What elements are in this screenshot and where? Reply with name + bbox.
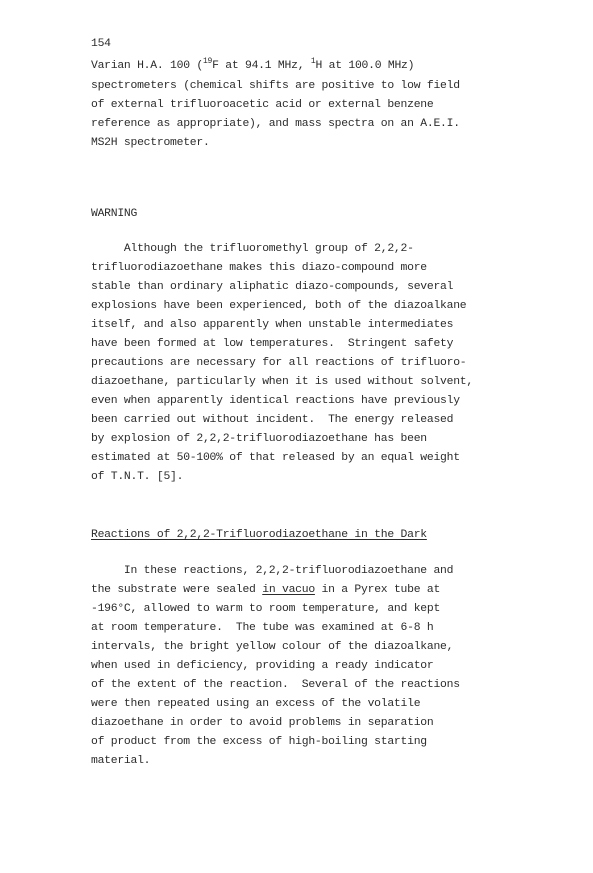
warning-line: Although the trifluoromethyl group of 2,2,2- [91,243,414,255]
reactions-line: at room temperature. The tube was examined at 6-8 h [91,622,434,634]
warning-heading: WARNING [91,208,138,220]
warning-line: have been formed at low temperatures. Stringent safety [91,338,454,350]
page-number: 154 [91,38,111,50]
reactions-line: In these reactions, 2,2,2-trifluorodiazoethane and [91,565,454,577]
warning-line: stable than ordinary aliphatic diazo-compounds, several [91,281,454,293]
warning-line: been carried out without incident. The energy released [91,414,454,426]
warning-line: of T.N.T. [5]. [91,471,184,483]
intro-line-2: spectrometers (chemical shifts are positive to low field [91,80,460,92]
reactions-line: were then repeated using an excess of the volatile [91,698,421,710]
warning-line: by explosion of 2,2,2-trifluorodiazoethane has been [91,433,427,445]
warning-line: precautions are necessary for all reactions of trifluoro- [91,357,467,369]
reactions-line: intervals, the bright yellow colour of the diazoalkane, [91,641,454,653]
reactions-line: the substrate were sealed in vacuo in a Pyrex tube at [91,584,441,596]
reactions-line: of the extent of the reaction. Several of the reactions [91,679,460,691]
intro-line-3: of external trifluoroacetic acid or external benzene [91,99,434,111]
warning-line: explosions have been experienced, both of the diazoalkane [91,300,467,312]
warning-line: trifluorodiazoethane makes this diazo-compound more [91,262,427,274]
warning-line: itself, and also apparently when unstable intermediates [91,319,454,331]
reactions-line: when used in deficiency, providing a ready indicator [91,660,434,672]
intro-line-5: MS2H spectrometer. [91,137,210,149]
reactions-heading: Reactions of 2,2,2-Trifluorodiazoethane in the Dark [91,529,427,541]
warning-line: diazoethane, particularly when it is used without solvent, [91,376,473,388]
warning-line: even when apparently identical reactions have previously [91,395,460,407]
reactions-line: of product from the excess of high-boiling starting [91,736,427,748]
reactions-line: material. [91,755,151,767]
intro-line-4: reference as appropriate), and mass spectra on an A.E.I. [91,118,460,130]
in-vacuo-emphasis: in vacuo [262,584,315,596]
reactions-line: diazoethane in order to avoid problems in separation [91,717,434,729]
warning-line: estimated at 50-100% of that released by an equal weight [91,452,460,464]
reactions-line: -196°C, allowed to warm to room temperature, and kept [91,603,441,615]
intro-line-1: Varian H.A. 100 ($^{19}$F at 94.1 MHz, $^1$H at 100.0 MHz) [91,57,415,72]
